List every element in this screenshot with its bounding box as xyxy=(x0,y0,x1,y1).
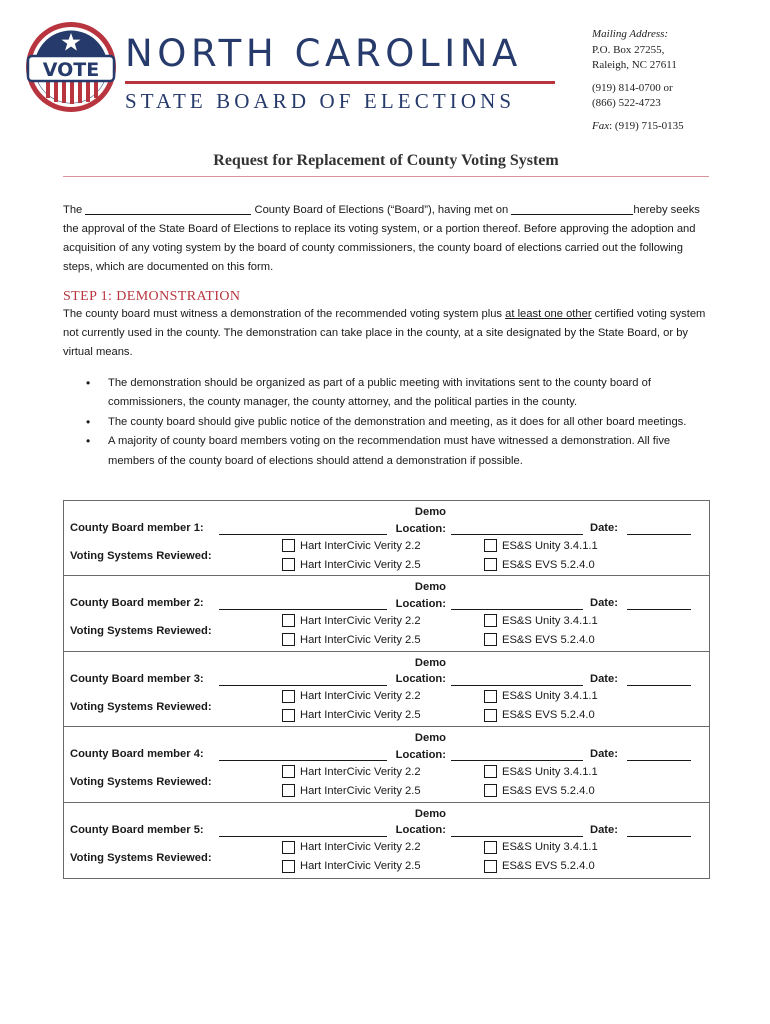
option-hart-2-2[interactable]: Hart InterCivic Verity 2.2 xyxy=(282,614,421,627)
voting-systems-label: Voting Systems Reviewed: xyxy=(70,851,212,864)
voting-systems-label: Voting Systems Reviewed: xyxy=(70,776,212,789)
demo-location-label: Demo Location: xyxy=(395,581,446,610)
checkbox[interactable] xyxy=(484,539,497,552)
county-name-field[interactable] xyxy=(85,203,251,215)
date-label: Date: xyxy=(590,748,618,761)
checkbox[interactable] xyxy=(484,765,497,778)
demo-location-label: Demo Location: xyxy=(395,732,446,761)
date-field[interactable] xyxy=(627,685,691,686)
checkbox[interactable] xyxy=(282,539,295,552)
demo-location-label: Demo Location: xyxy=(395,506,446,535)
checkbox[interactable] xyxy=(484,860,497,873)
phone-1: (919) 814-0700 or xyxy=(592,81,673,94)
title-divider xyxy=(125,81,555,84)
step1-paragraph: The county board must witness a demonstration of the recommended voting system plus at least one other certified voting system not currently used in the county. The demonstration can take place in the county, at a site designated by the State Board, or by virtual means. xyxy=(63,308,706,358)
date-label: Date: xyxy=(590,672,618,685)
bullet-item: • The demonstration should be organized as part of a public meeting with invitations sent to the county board of commissioners, the county manager, the county attorney, and the political parties in the county. xyxy=(86,374,711,413)
checkbox[interactable] xyxy=(484,690,497,703)
checkbox[interactable] xyxy=(484,633,497,646)
mailing-address xyxy=(592,27,684,134)
meeting-date-field[interactable] xyxy=(511,203,633,215)
option-hart-2-5[interactable]: Hart InterCivic Verity 2.5 xyxy=(282,860,421,873)
member-label: County Board member 5: xyxy=(70,823,204,836)
option-hart-2-2[interactable]: Hart InterCivic Verity 2.2 xyxy=(282,690,421,703)
option-ess-evs[interactable]: ES&S EVS 5.2.4.0 xyxy=(484,784,595,797)
date-label: Date: xyxy=(590,823,618,836)
member-row xyxy=(64,803,709,878)
title-rule xyxy=(63,176,709,177)
member-label: County Board member 1: xyxy=(70,522,204,534)
option-ess-unity[interactable]: ES&S Unity 3.4.1.1 xyxy=(484,614,598,627)
phone-2: (866) 522-4723 xyxy=(592,97,661,109)
option-hart-2-2[interactable]: Hart InterCivic Verity 2.2 xyxy=(282,765,421,778)
member-name-field[interactable] xyxy=(219,685,387,686)
checkbox[interactable] xyxy=(282,765,295,778)
document-title: Request for Replacement of County Voting System xyxy=(213,152,559,169)
checkbox[interactable] xyxy=(282,841,295,854)
option-ess-unity[interactable]: ES&S Unity 3.4.1.1 xyxy=(484,841,598,854)
date-field[interactable] xyxy=(627,760,691,761)
member-label: County Board member 3: xyxy=(70,672,204,685)
member-row xyxy=(64,652,709,727)
location-field[interactable] xyxy=(451,760,583,761)
city-line: Raleigh, NC 27611 xyxy=(592,59,677,71)
org-subtitle: STATE BOARD OF ELECTIONS xyxy=(125,89,516,113)
option-hart-2-2[interactable]: Hart InterCivic Verity 2.2 xyxy=(282,841,421,854)
member-row xyxy=(64,501,709,576)
intro-paragraph: The County Board of Elections (“Board”), having met on hereby seeks the approval of the State Board of Elections to replace its voting system, or a portion thereof. Before approving the adoption and acquisition of any voting system by the board of county commissioners, the county board of elections carried out the following steps, which are documented on this form. xyxy=(63,204,700,273)
checkbox[interactable] xyxy=(484,841,497,854)
logo-vote-text: VOTE xyxy=(42,59,100,81)
member-name-field[interactable] xyxy=(219,534,387,535)
location-field[interactable] xyxy=(451,836,583,837)
option-ess-unity[interactable]: ES&S Unity 3.4.1.1 xyxy=(484,539,598,552)
option-hart-2-5[interactable]: Hart InterCivic Verity 2.5 xyxy=(282,709,421,722)
option-ess-evs[interactable]: ES&S EVS 5.2.4.0 xyxy=(484,633,595,646)
location-field[interactable] xyxy=(451,534,583,535)
fax-number: : (919) 715-0135 xyxy=(609,119,684,132)
step1-bullets xyxy=(86,374,711,471)
demo-location-label: Demo Location: xyxy=(395,807,446,837)
member-label: County Board member 2: xyxy=(70,597,204,610)
option-ess-unity[interactable]: ES&S Unity 3.4.1.1 xyxy=(484,765,598,778)
member-name-field[interactable] xyxy=(219,836,387,837)
date-field[interactable] xyxy=(627,609,691,610)
bullet-item: • A majority of county board members voting on the recommendation must have witnessed a demonstration. All five members of the county board of elections should attend a demonstration if possible. xyxy=(86,432,711,471)
checkbox[interactable] xyxy=(282,558,295,571)
fax-label: Fax xyxy=(592,119,610,132)
mailing-label: Mailing Address: xyxy=(592,28,669,40)
po-box: P.O. Box 27255, xyxy=(592,43,665,56)
date-field[interactable] xyxy=(627,836,691,837)
member-name-field[interactable] xyxy=(219,609,387,610)
checkbox[interactable] xyxy=(484,784,497,797)
date-label: Date: xyxy=(590,522,618,534)
option-hart-2-2[interactable]: Hart InterCivic Verity 2.2 xyxy=(282,539,421,552)
vote-logo xyxy=(24,20,118,114)
org-title: NORTH CAROLINA xyxy=(125,32,522,75)
checkbox[interactable] xyxy=(282,614,295,627)
member-table xyxy=(63,500,710,879)
option-ess-evs[interactable]: ES&S EVS 5.2.4.0 xyxy=(484,860,595,873)
member-label: County Board member 4: xyxy=(70,748,204,761)
option-ess-unity[interactable]: ES&S Unity 3.4.1.1 xyxy=(484,690,598,703)
voting-systems-label: Voting Systems Reviewed: xyxy=(70,625,212,638)
member-name-field[interactable] xyxy=(219,760,387,761)
demo-location-label: Demo Location: xyxy=(395,656,446,686)
checkbox[interactable] xyxy=(282,784,295,797)
member-row xyxy=(64,727,709,802)
checkbox[interactable] xyxy=(484,558,497,571)
checkbox[interactable] xyxy=(484,709,497,722)
member-row xyxy=(64,576,709,651)
step1-heading: STEP 1: DEMONSTRATION xyxy=(63,289,241,304)
bullet-item: • The county board should give public notice of the demonstration and meeting, as it does for all other board meetings. xyxy=(86,413,711,432)
checkbox[interactable] xyxy=(282,690,295,703)
option-hart-2-5[interactable]: Hart InterCivic Verity 2.5 xyxy=(282,558,421,571)
checkbox[interactable] xyxy=(484,614,497,627)
voting-systems-label: Voting Systems Reviewed: xyxy=(70,550,212,562)
date-label: Date: xyxy=(590,597,618,610)
option-hart-2-5[interactable]: Hart InterCivic Verity 2.5 xyxy=(282,784,421,797)
option-ess-evs[interactable]: ES&S EVS 5.2.4.0 xyxy=(484,709,595,722)
checkbox[interactable] xyxy=(282,860,295,873)
location-field[interactable] xyxy=(451,609,583,610)
checkbox[interactable] xyxy=(282,633,295,646)
date-field[interactable] xyxy=(627,534,691,535)
location-field[interactable] xyxy=(451,685,583,686)
voting-systems-label: Voting Systems Reviewed: xyxy=(70,700,212,713)
option-hart-2-5[interactable]: Hart InterCivic Verity 2.5 xyxy=(282,633,421,646)
option-ess-evs[interactable]: ES&S EVS 5.2.4.0 xyxy=(484,558,595,571)
checkbox[interactable] xyxy=(282,709,295,722)
